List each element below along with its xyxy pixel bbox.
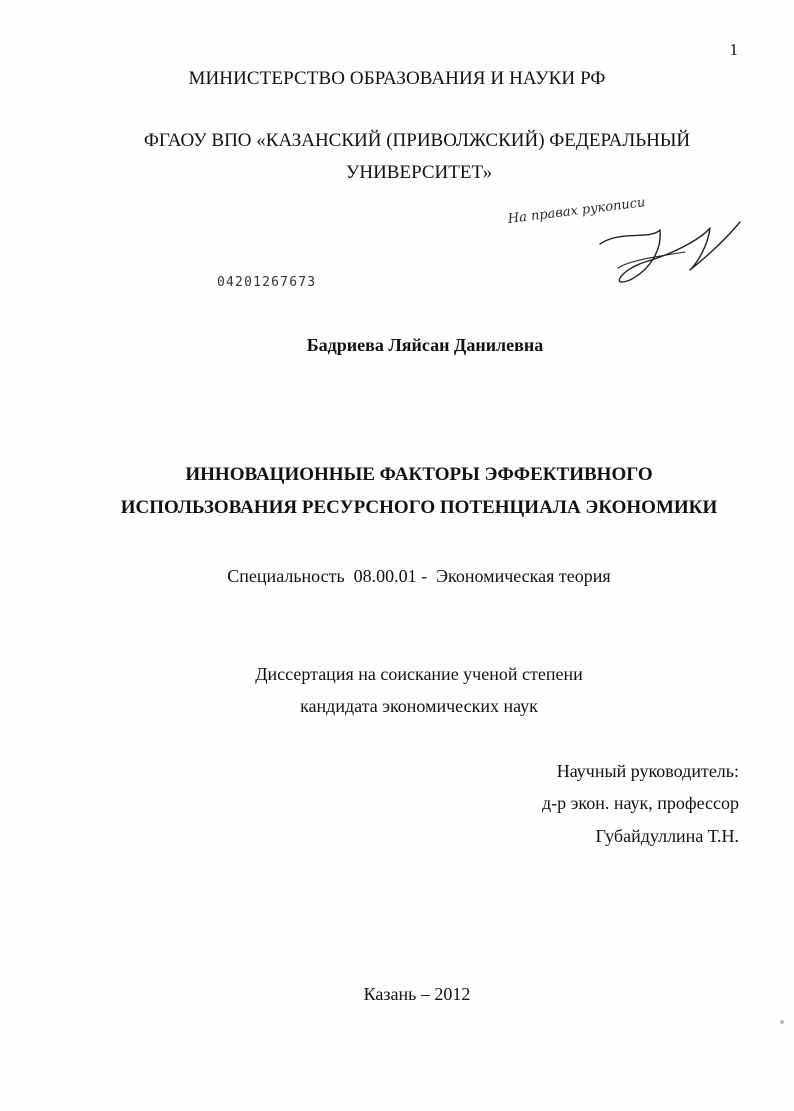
specialty-line: Специальность 08.00.01 - Экономическая теория bbox=[227, 566, 611, 586]
dissertation-title-line2: ИСПОЛЬЗОВАНИЯ РЕСУРСНОГО ПОТЕНЦИАЛА ЭКОНОМИКИ bbox=[120, 497, 718, 518]
handwritten-note: На правах рукописи bbox=[507, 195, 647, 227]
university-name-line2: УНИВЕРСИТЕТ» bbox=[345, 162, 493, 183]
university-name-line1: ФГАОУ ВПО «КАЗАНСКИЙ (ПРИВОЛЖСКИЙ) ФЕДЕРАЛЬНЫЙ bbox=[143, 130, 691, 151]
inventory-number: 04201267673 bbox=[217, 275, 317, 290]
degree-line1: Диссертация на соискание ученой степени bbox=[255, 664, 583, 684]
page-number: 1 bbox=[729, 40, 738, 59]
scan-speck bbox=[780, 1020, 784, 1024]
city-year: Казань – 2012 bbox=[363, 984, 471, 1004]
dissertation-title-line1: ИННОВАЦИОННЫЕ ФАКТОРЫ ЭФФЕКТИВНОГО bbox=[185, 464, 653, 485]
signature bbox=[590, 200, 750, 295]
advisor-name: Губайдуллина Т.Н. bbox=[595, 826, 739, 846]
advisor-degree: д-р экон. наук, профессор bbox=[541, 793, 739, 813]
degree-line2: кандидата экономических наук bbox=[300, 696, 538, 716]
advisor-label: Научный руководитель: bbox=[556, 761, 739, 781]
ministry-heading: МИНИСТЕРСТВО ОБРАЗОВАНИЯ И НАУКИ РФ bbox=[188, 68, 606, 89]
author-name: Бадриева Ляйсан Данилевна bbox=[306, 335, 544, 355]
